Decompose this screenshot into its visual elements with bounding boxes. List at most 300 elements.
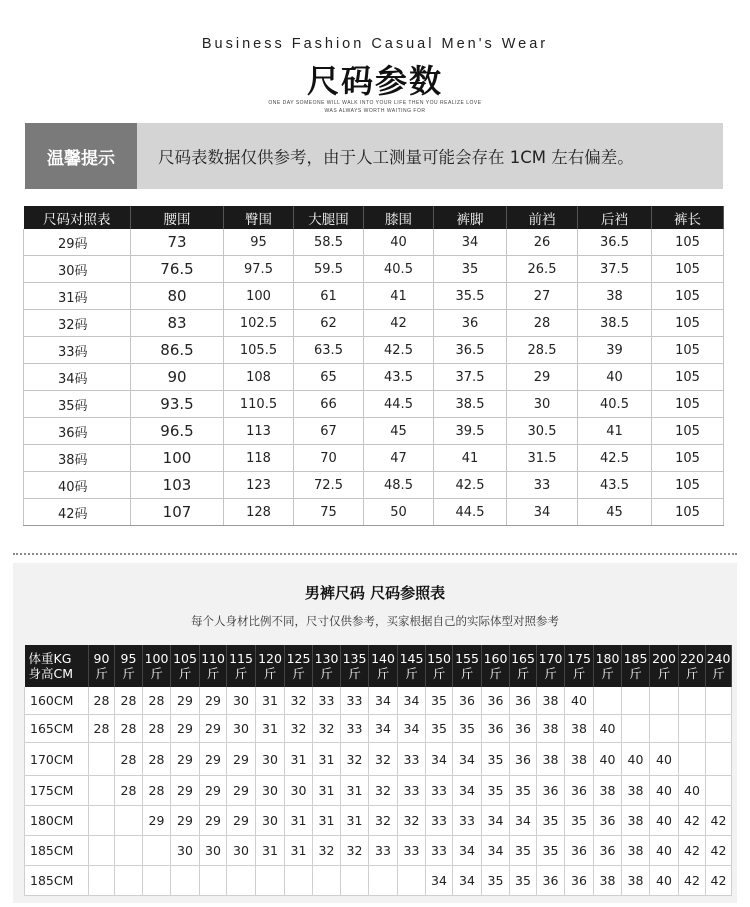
size-cell: 42 — [679, 806, 706, 836]
measurement-cell: 39 — [578, 337, 652, 364]
size-label-cell: 34码 — [24, 364, 131, 391]
size-cell: 31 — [285, 806, 313, 836]
size-cell — [706, 743, 732, 776]
weight-unit: 斤 — [122, 666, 135, 681]
measurement-cell: 100 — [131, 445, 224, 472]
height-label-cell: 175CM — [25, 776, 89, 806]
weight-unit: 斤 — [348, 666, 361, 681]
size-cell: 34 — [426, 743, 453, 776]
table-row — [24, 256, 724, 283]
size-cell: 28 — [143, 715, 171, 743]
size-cell: 36 — [565, 866, 594, 896]
size-label-cell: 40码 — [24, 472, 131, 499]
measurement-cell: 95 — [224, 229, 294, 256]
size-cell: 36 — [482, 715, 510, 743]
size-cell: 40 — [565, 687, 594, 715]
table-row — [24, 283, 724, 310]
measurement-cell: 105 — [652, 445, 724, 472]
size-cell: 35 — [510, 836, 537, 866]
measurement-cell: 105 — [652, 364, 724, 391]
size-cell — [650, 687, 679, 715]
size-cell: 38 — [622, 806, 650, 836]
size-table — [23, 206, 724, 526]
size-cell — [89, 866, 115, 896]
size-cell: 29 — [171, 687, 200, 715]
weight-unit: 斤 — [601, 666, 614, 681]
size-cell: 36 — [594, 806, 622, 836]
measurement-cell: 50 — [364, 499, 434, 526]
measurement-cell: 31.5 — [507, 445, 578, 472]
reference-table-header — [25, 645, 732, 687]
measurement-cell: 66 — [294, 391, 364, 418]
size-cell: 30 — [227, 687, 256, 715]
measurement-cell: 40.5 — [364, 256, 434, 283]
size-cell: 29 — [143, 806, 171, 836]
size-cell: 38 — [565, 715, 594, 743]
measurement-cell: 40 — [364, 229, 434, 256]
weight-unit: 斤 — [150, 666, 163, 681]
measurement-cell: 105 — [652, 499, 724, 526]
size-cell — [89, 806, 115, 836]
weight-unit: 斤 — [234, 666, 248, 681]
size-label-cell: 42码 — [24, 499, 131, 526]
size-cell: 31 — [341, 806, 369, 836]
size-cell — [115, 836, 143, 866]
weight-column-header — [679, 645, 706, 687]
size-cell: 29 — [227, 806, 256, 836]
measurement-cell: 59.5 — [294, 256, 364, 283]
size-cell: 30 — [256, 806, 285, 836]
size-label-cell: 30码 — [24, 256, 131, 283]
measurement-cell: 26 — [507, 229, 578, 256]
measurement-cell: 42.5 — [434, 472, 507, 499]
size-cell: 36 — [510, 687, 537, 715]
size-cell: 38 — [622, 866, 650, 896]
size-cell: 30 — [256, 743, 285, 776]
size-cell: 32 — [341, 836, 369, 866]
weight-value: 120 — [258, 651, 282, 666]
measurement-cell: 28 — [507, 310, 578, 337]
size-cell: 29 — [171, 806, 200, 836]
size-cell: 36 — [510, 715, 537, 743]
height-weight-table — [24, 645, 732, 896]
tip-text: 尺码表数据仅供参考，由于人工测量可能会存在 1CM 左右偏差。 — [158, 148, 634, 167]
size-cell: 40 — [650, 806, 679, 836]
size-cell: 34 — [369, 687, 398, 715]
size-cell: 32 — [369, 743, 398, 776]
size-table-column-header: 前裆 — [507, 206, 578, 229]
size-cell: 40 — [650, 776, 679, 806]
height-label-cell: 170CM — [25, 743, 89, 776]
measurement-cell: 40.5 — [578, 391, 652, 418]
weight-unit: 斤 — [712, 666, 725, 681]
size-cell: 35 — [426, 715, 453, 743]
weight-value: 130 — [314, 651, 339, 666]
measurement-cell: 36.5 — [578, 229, 652, 256]
weight-value: 165 — [511, 651, 535, 666]
size-cell: 35 — [510, 866, 537, 896]
measurement-cell: 38 — [578, 283, 652, 310]
size-table-column-header: 后裆 — [578, 206, 652, 229]
measurement-cell: 29 — [507, 364, 578, 391]
weight-column-header — [227, 645, 256, 687]
size-cell: 34 — [453, 776, 482, 806]
weight-value: 160 — [483, 651, 508, 666]
size-cell: 38 — [537, 715, 565, 743]
height-label-cell: 180CM — [25, 806, 89, 836]
size-cell — [256, 866, 285, 896]
size-cell — [706, 687, 732, 715]
weight-column-header — [341, 645, 369, 687]
size-cell: 34 — [510, 806, 537, 836]
weight-value: 105 — [173, 651, 197, 666]
measurement-cell: 83 — [131, 310, 224, 337]
size-cell: 30 — [200, 836, 227, 866]
measurement-cell: 70 — [294, 445, 364, 472]
measurement-cell: 110.5 — [224, 391, 294, 418]
size-cell: 28 — [89, 715, 115, 743]
weight-column-header — [537, 645, 565, 687]
size-cell: 33 — [341, 687, 369, 715]
size-cell — [115, 866, 143, 896]
measurement-cell: 105 — [652, 391, 724, 418]
weight-column-header — [482, 645, 510, 687]
weight-column-header — [622, 645, 650, 687]
size-cell: 29 — [171, 776, 200, 806]
measurement-cell: 43.5 — [364, 364, 434, 391]
weight-column-header — [398, 645, 426, 687]
measurement-cell: 62 — [294, 310, 364, 337]
table-row — [24, 418, 724, 445]
weight-unit: 斤 — [629, 666, 642, 681]
size-cell: 40 — [650, 836, 679, 866]
measurement-cell: 72.5 — [294, 472, 364, 499]
size-cell: 33 — [426, 836, 453, 866]
size-cell — [143, 836, 171, 866]
size-cell: 30 — [227, 836, 256, 866]
measurement-cell: 37.5 — [578, 256, 652, 283]
weight-unit: 斤 — [432, 666, 446, 681]
measurement-cell: 105.5 — [224, 337, 294, 364]
size-cell: 34 — [453, 866, 482, 896]
weight-unit: 斤 — [572, 666, 586, 681]
measurement-cell: 105 — [652, 256, 724, 283]
tagline-line-2: WAS ALWAYS WORTH WAITING FOR — [324, 108, 426, 114]
weight-unit: 斤 — [405, 666, 418, 681]
size-cell: 28 — [143, 776, 171, 806]
size-table-column-header: 臀围 — [224, 206, 294, 229]
measurement-cell: 34 — [507, 499, 578, 526]
size-cell: 40 — [594, 715, 622, 743]
measurement-cell: 37.5 — [434, 364, 507, 391]
size-label-cell: 31码 — [24, 283, 131, 310]
size-label-cell: 29码 — [24, 229, 131, 256]
size-cell — [171, 866, 200, 896]
size-cell: 36 — [453, 687, 482, 715]
weight-unit: 斤 — [320, 666, 333, 681]
size-cell: 35 — [426, 687, 453, 715]
size-cell: 32 — [313, 836, 341, 866]
size-cell: 31 — [341, 776, 369, 806]
table-row — [24, 364, 724, 391]
size-cell: 28 — [143, 687, 171, 715]
size-cell: 40 — [650, 743, 679, 776]
height-label-cell: 160CM — [25, 687, 89, 715]
measurement-cell: 30 — [507, 391, 578, 418]
size-cell: 30 — [256, 776, 285, 806]
weight-value: 95 — [120, 651, 137, 666]
size-cell: 36 — [537, 776, 565, 806]
table-row — [25, 743, 732, 776]
size-cell: 42 — [706, 806, 732, 836]
size-cell: 31 — [256, 836, 285, 866]
measurement-cell: 65 — [294, 364, 364, 391]
weight-unit: 斤 — [95, 666, 108, 681]
measurement-cell: 128 — [224, 499, 294, 526]
weight-column-header — [510, 645, 537, 687]
measurement-cell: 36 — [434, 310, 507, 337]
size-cell: 38 — [537, 687, 565, 715]
measurement-cell: 113 — [224, 418, 294, 445]
size-cell — [622, 687, 650, 715]
size-cell: 33 — [341, 715, 369, 743]
size-cell: 40 — [622, 743, 650, 776]
size-cell: 38 — [622, 776, 650, 806]
weight-value: 175 — [567, 651, 591, 666]
size-cell: 36 — [565, 776, 594, 806]
measurement-cell: 43.5 — [578, 472, 652, 499]
weight-value: 185 — [623, 651, 648, 666]
size-table-column-header: 尺码对照表 — [24, 206, 131, 229]
weight-unit: 斤 — [376, 666, 390, 681]
size-cell: 38 — [594, 776, 622, 806]
size-cell: 42 — [706, 836, 732, 866]
size-cell: 32 — [369, 776, 398, 806]
size-cell: 29 — [227, 776, 256, 806]
page-title: 尺码参数 — [306, 62, 443, 100]
measurement-cell: 35.5 — [434, 283, 507, 310]
measurement-cell: 105 — [652, 283, 724, 310]
size-cell: 32 — [369, 806, 398, 836]
weight-value: 145 — [399, 651, 424, 666]
measurement-cell: 30.5 — [507, 418, 578, 445]
size-cell — [398, 866, 426, 896]
measurement-cell: 41 — [364, 283, 434, 310]
weight-value: 180 — [595, 651, 620, 666]
measurement-cell: 108 — [224, 364, 294, 391]
height-axis-label: 身高CM — [28, 666, 74, 681]
size-cell: 33 — [369, 836, 398, 866]
size-cell: 35 — [510, 776, 537, 806]
size-cell: 34 — [453, 743, 482, 776]
size-cell — [706, 776, 732, 806]
table-row — [24, 229, 724, 256]
weight-value: 155 — [455, 651, 479, 666]
size-cell: 31 — [313, 776, 341, 806]
measurement-cell: 100 — [224, 283, 294, 310]
measurement-cell: 42 — [364, 310, 434, 337]
weight-column-header — [369, 645, 398, 687]
size-cell: 38 — [622, 836, 650, 866]
weight-column-header — [143, 645, 171, 687]
measurement-cell: 90 — [131, 364, 224, 391]
size-cell: 36 — [482, 687, 510, 715]
size-cell: 32 — [313, 715, 341, 743]
weight-column-header — [594, 645, 622, 687]
size-cell: 36 — [565, 836, 594, 866]
weight-value: 90 — [93, 651, 110, 666]
corner-header — [25, 645, 89, 687]
size-cell: 38 — [537, 743, 565, 776]
height-label-cell: 185CM — [25, 836, 89, 866]
size-label-cell: 38码 — [24, 445, 131, 472]
size-cell: 34 — [482, 806, 510, 836]
measurement-cell: 97.5 — [224, 256, 294, 283]
weight-value: 110 — [201, 651, 225, 666]
size-cell: 34 — [398, 687, 426, 715]
reference-subtitle: 每个人身材比例不同，尺寸仅供参考，买家根据自己的实际体型对照参考 — [191, 614, 559, 628]
weight-column-header — [650, 645, 679, 687]
size-cell: 33 — [398, 836, 426, 866]
weight-value: 125 — [286, 651, 311, 666]
size-cell: 29 — [200, 715, 227, 743]
measurement-cell: 105 — [652, 472, 724, 499]
size-cell: 29 — [200, 776, 227, 806]
height-label-cell: 165CM — [25, 715, 89, 743]
weight-value: 170 — [538, 651, 563, 666]
table-row — [25, 776, 732, 806]
size-cell: 35 — [565, 806, 594, 836]
weight-column-header — [115, 645, 143, 687]
size-cell: 28 — [115, 776, 143, 806]
size-cell: 32 — [398, 806, 426, 836]
size-cell: 40 — [594, 743, 622, 776]
measurement-cell: 33 — [507, 472, 578, 499]
size-cell — [313, 866, 341, 896]
size-cell: 32 — [285, 715, 313, 743]
tagline-line-1: ONE DAY SOMEONE WILL WALK INTO YOUR LIFE THEN YOU REALIZE LOVE — [268, 100, 482, 106]
size-cell — [679, 687, 706, 715]
weight-column-header — [426, 645, 453, 687]
size-cell: 33 — [453, 806, 482, 836]
size-cell: 30 — [171, 836, 200, 866]
size-cell: 42 — [679, 866, 706, 896]
size-cell: 34 — [426, 866, 453, 896]
measurement-cell: 102.5 — [224, 310, 294, 337]
measurement-cell: 80 — [131, 283, 224, 310]
size-cell: 33 — [398, 743, 426, 776]
size-cell: 34 — [453, 836, 482, 866]
size-table-column-header: 腰围 — [131, 206, 224, 229]
table-row — [25, 715, 732, 743]
size-label-cell: 36码 — [24, 418, 131, 445]
size-cell: 33 — [426, 776, 453, 806]
measurement-cell: 45 — [578, 499, 652, 526]
measurement-cell: 105 — [652, 310, 724, 337]
size-cell: 38 — [565, 743, 594, 776]
size-cell: 32 — [341, 743, 369, 776]
size-cell: 35 — [537, 806, 565, 836]
measurement-cell: 35 — [434, 256, 507, 283]
measurement-cell: 105 — [652, 229, 724, 256]
size-cell: 30 — [285, 776, 313, 806]
table-row — [24, 472, 724, 499]
measurement-cell: 67 — [294, 418, 364, 445]
size-cell: 29 — [171, 743, 200, 776]
measurement-cell: 107 — [131, 499, 224, 526]
weight-value: 115 — [229, 651, 253, 666]
table-row — [25, 687, 732, 715]
measurement-cell: 76.5 — [131, 256, 224, 283]
measurement-cell: 45 — [364, 418, 434, 445]
size-cell — [200, 866, 227, 896]
weight-unit: 斤 — [206, 666, 220, 681]
tip-bar — [25, 123, 723, 189]
size-cell: 29 — [171, 715, 200, 743]
size-table-column-header: 裤脚 — [434, 206, 507, 229]
size-cell: 36 — [510, 743, 537, 776]
measurement-cell: 34 — [434, 229, 507, 256]
measurement-cell: 41 — [434, 445, 507, 472]
measurement-cell: 42.5 — [578, 445, 652, 472]
table-row — [24, 310, 724, 337]
table-row — [25, 866, 732, 896]
measurement-cell: 105 — [652, 418, 724, 445]
size-cell: 35 — [482, 776, 510, 806]
size-label-cell: 33码 — [24, 337, 131, 364]
table-row — [25, 806, 732, 836]
measurement-cell: 48.5 — [364, 472, 434, 499]
weight-column-header — [256, 645, 285, 687]
measurement-cell: 41 — [578, 418, 652, 445]
size-cell: 40 — [650, 866, 679, 896]
size-cell: 29 — [200, 687, 227, 715]
size-cell: 28 — [115, 715, 143, 743]
size-cell: 33 — [313, 687, 341, 715]
measurement-cell: 38.5 — [434, 391, 507, 418]
measurement-cell: 28.5 — [507, 337, 578, 364]
weight-column-header — [200, 645, 227, 687]
weight-column-header — [565, 645, 594, 687]
size-cell: 38 — [594, 866, 622, 896]
size-cell: 28 — [89, 687, 115, 715]
size-cell: 42 — [679, 836, 706, 866]
weight-unit: 斤 — [657, 666, 671, 681]
weight-unit: 斤 — [516, 666, 530, 681]
measurement-cell: 44.5 — [434, 499, 507, 526]
size-cell — [679, 715, 706, 743]
size-table-column-header: 大腿围 — [294, 206, 364, 229]
size-cell: 30 — [227, 715, 256, 743]
size-cell — [679, 743, 706, 776]
size-table-column-header: 膝围 — [364, 206, 434, 229]
size-cell — [369, 866, 398, 896]
size-cell: 42 — [706, 866, 732, 896]
measurement-cell: 118 — [224, 445, 294, 472]
size-cell: 31 — [285, 836, 313, 866]
measurement-cell: 93.5 — [131, 391, 224, 418]
size-cell: 34 — [482, 836, 510, 866]
size-cell — [89, 743, 115, 776]
size-cell: 33 — [398, 776, 426, 806]
size-cell: 31 — [285, 743, 313, 776]
measurement-cell: 26.5 — [507, 256, 578, 283]
dotted-divider — [13, 553, 737, 555]
size-cell: 28 — [143, 743, 171, 776]
size-cell: 29 — [200, 806, 227, 836]
weight-value: 135 — [342, 651, 367, 666]
size-cell — [622, 715, 650, 743]
